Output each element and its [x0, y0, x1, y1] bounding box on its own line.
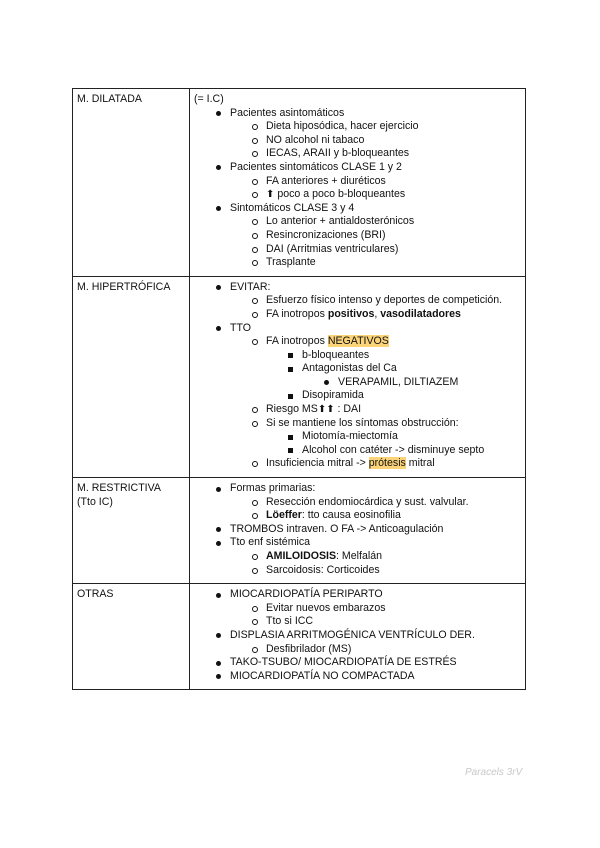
list-item	[194, 376, 521, 390]
list-item	[194, 188, 521, 202]
item-text: Sintomáticos CLASE 3 y 4	[230, 201, 355, 214]
bullet-icon	[288, 353, 293, 358]
bullet-icon	[216, 674, 221, 679]
row-content	[190, 89, 526, 277]
bullet-icon	[252, 179, 258, 185]
table-row	[73, 276, 526, 477]
list-item	[194, 335, 521, 349]
item-text: MIOCARDIOPATÍA NO COMPACTADA	[230, 669, 415, 682]
list-item	[194, 496, 521, 510]
list-item	[194, 615, 521, 629]
list-item	[194, 256, 521, 270]
bullet-icon	[216, 487, 221, 492]
item-text: Evitar nuevos embarazos	[266, 601, 386, 614]
bullet-icon	[252, 421, 258, 427]
table-row	[73, 478, 526, 584]
item-text: Insuficiencia mitral ->	[266, 457, 369, 470]
list-item	[194, 107, 521, 121]
bullet-icon	[252, 461, 258, 467]
list-item	[194, 308, 521, 322]
item-text: Si se mantiene los síntomas obstrucción:	[266, 416, 459, 429]
bullet-icon	[252, 339, 258, 345]
list-item	[194, 161, 521, 175]
item-text: Sarcoidosis: Corticoides	[266, 563, 380, 576]
list-item	[194, 389, 521, 403]
row-label: OTRAS	[73, 584, 190, 690]
list-item	[194, 444, 521, 458]
bullet-icon	[288, 394, 293, 399]
item-text-tail: : DAI	[334, 403, 362, 416]
item-text: Lo anterior + antialdosterónicos	[266, 215, 415, 228]
list-item	[194, 564, 521, 578]
bullet-icon	[252, 138, 258, 144]
item-text: Esfuerzo físico intenso y deportes de competición.	[266, 294, 503, 307]
highlighted-text: NEGATIVOS	[327, 335, 389, 348]
item-text: TROMBOS intraven. O FA -> Anticoagulación	[230, 522, 444, 535]
item-text-tail: mitral	[405, 457, 435, 470]
list-item	[194, 202, 521, 216]
highlighted-text: prótesis	[368, 457, 406, 470]
list-item	[194, 550, 521, 564]
bullet-icon	[252, 500, 258, 506]
bullet-icon	[216, 661, 221, 666]
row-label: M. HIPERTRÓFICA	[73, 276, 190, 477]
bullet-icon	[288, 435, 293, 440]
bullet-icon	[252, 554, 258, 560]
bullet-icon	[216, 206, 221, 211]
item-text: TTO	[230, 321, 251, 334]
item-text: Formas primarias:	[230, 482, 316, 495]
bullet-icon	[324, 380, 329, 385]
bullet-icon	[216, 326, 221, 331]
list-item	[194, 120, 521, 134]
bullet-icon	[252, 192, 258, 198]
list-item	[194, 349, 521, 363]
item-text: IECAS, ARAII y b-bloqueantes	[266, 147, 410, 160]
list-item	[194, 322, 521, 336]
item-text: Tto enf sistémica	[230, 536, 311, 549]
footer-watermark: Paracels 3rV	[465, 767, 523, 778]
item-text: VERAPAMIL, DILTIAZEM	[338, 375, 459, 388]
item-bold-text: positivos	[327, 307, 375, 320]
bullet-icon	[252, 647, 258, 653]
list-item	[194, 643, 521, 657]
list-item	[194, 482, 521, 496]
item-text: Antagonistas del Ca	[302, 362, 397, 375]
bullet-icon	[216, 285, 221, 290]
list-item	[194, 229, 521, 243]
item-text: Tto si ICC	[266, 615, 314, 628]
bullet-icon	[252, 407, 258, 413]
table-row	[73, 584, 526, 690]
bullet-icon	[252, 606, 258, 612]
item-bold-text: AMILOIDOSIS	[266, 550, 337, 562]
item-text: Resincronizaciones (BRI)	[266, 228, 386, 241]
row-label: M. DILATADA	[73, 89, 190, 277]
item-text: MIOCARDIOPATÍA PERIPARTO	[230, 588, 383, 601]
bullet-icon	[252, 260, 258, 266]
list-item	[194, 281, 521, 295]
item-text-tail: ,	[374, 307, 381, 320]
item-text: EVITAR:	[230, 280, 271, 293]
list-item	[194, 403, 521, 417]
item-text-tail: : Melfalán	[336, 550, 382, 562]
item-text: Pacientes asintomáticos	[230, 106, 345, 119]
list-item	[194, 294, 521, 308]
list-item	[194, 134, 521, 148]
cardiomyopathy-table	[72, 88, 526, 690]
bullet-icon	[252, 233, 258, 239]
bullet-icon	[216, 593, 221, 598]
item-text: b-bloqueantes	[302, 348, 370, 361]
list-item	[194, 602, 521, 616]
bullet-icon	[252, 247, 258, 253]
list-item	[194, 243, 521, 257]
row-content	[190, 276, 526, 477]
item-text: NO alcohol ni tabaco	[266, 133, 365, 146]
item-text: Resección endomiocárdica y sust. valvular.	[266, 495, 469, 508]
item-bold-text: Löeffer	[266, 509, 302, 522]
item-text: Trasplante	[266, 256, 316, 269]
item-text: DISPLASIA ARRITMOGÉNICA VENTRÍCULO DER.	[230, 628, 475, 641]
item-text: (= I.C)	[194, 93, 224, 105]
item-text: FA anteriores + diuréticos	[266, 174, 386, 187]
item-text: Alcohol con catéter -> disminuye septo	[302, 443, 485, 456]
item-text: DAI (Arritmias ventriculares)	[266, 242, 399, 255]
bullet-icon	[252, 568, 258, 574]
bullet-icon	[216, 527, 221, 532]
bullet-icon	[252, 298, 258, 304]
list-item	[194, 457, 521, 471]
up-arrow-icon: ⬆	[266, 189, 275, 201]
item-text: FA inotropos	[266, 335, 328, 348]
list-item	[194, 670, 521, 684]
row-label: M. RESTRICTIVA (Tto IC)	[73, 478, 190, 584]
list-item	[194, 215, 521, 229]
list-item	[194, 93, 521, 107]
list-item	[194, 629, 521, 643]
item-text: Dieta hiposódica, hacer ejercicio	[266, 120, 419, 133]
list-item	[194, 362, 521, 376]
item-text: poco a poco b-bloqueantes	[274, 188, 406, 201]
item-text: TAKO-TSUBO/ MIOCARDIOPATÍA DE ESTRÉS	[230, 656, 457, 669]
list-item	[194, 656, 521, 670]
list-item	[194, 147, 521, 161]
list-item	[194, 588, 521, 602]
bullet-icon	[216, 165, 221, 170]
bullet-icon	[252, 219, 258, 225]
item-text: Disopiramida	[302, 389, 364, 402]
item-text: FA inotropos	[266, 307, 328, 320]
item-text: Riesgo MS	[266, 403, 318, 416]
bullet-icon	[252, 513, 258, 519]
bullet-icon	[216, 633, 221, 638]
bullet-icon	[216, 111, 221, 116]
list-item	[194, 523, 521, 537]
list-item	[194, 417, 521, 431]
list-item	[194, 536, 521, 550]
bullet-icon	[216, 541, 221, 546]
list-item	[194, 175, 521, 189]
bullet-icon	[252, 124, 258, 130]
row-content	[190, 584, 526, 690]
up-arrows-icon: ⬆⬆	[317, 404, 335, 416]
bullet-icon	[252, 619, 258, 625]
item-text: Miotomía-miectomía	[302, 430, 398, 443]
table-row	[73, 89, 526, 277]
bullet-icon	[252, 151, 258, 157]
bullet-icon	[252, 312, 258, 318]
row-content	[190, 478, 526, 584]
item-text: Pacientes sintomáticos CLASE 1 y 2	[230, 160, 402, 173]
bullet-icon	[288, 367, 293, 372]
list-item	[194, 430, 521, 444]
item-bold-text: vasodilatadores	[380, 307, 461, 320]
item-text-tail: : tto causa eosinofilia	[301, 509, 401, 522]
item-text: Desfibrilador (MS)	[266, 642, 352, 655]
list-item	[194, 509, 521, 523]
bullet-icon	[288, 448, 293, 453]
